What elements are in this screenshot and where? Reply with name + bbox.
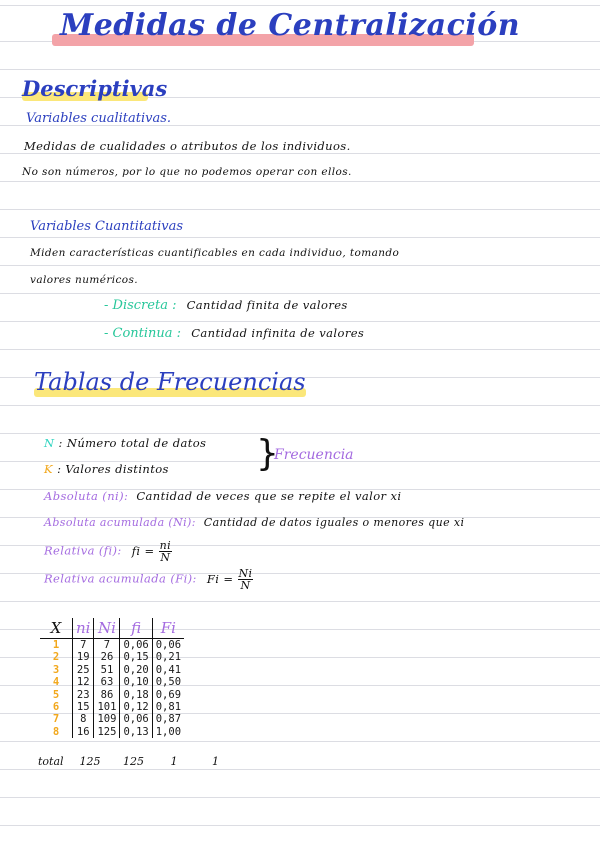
relativa-label: Relativa (fi): xyxy=(44,543,122,558)
relativa-acumulada-label: Relativa acumulada (Fi): xyxy=(44,571,197,586)
relativa-lhs: fi = xyxy=(131,543,155,558)
relativa-denominator: N xyxy=(160,551,171,564)
table-cell: 0,41 xyxy=(152,664,184,676)
table-cell: 109 xyxy=(94,713,120,725)
table-cell: 16 xyxy=(73,726,94,738)
table-cell: 0,81 xyxy=(152,701,184,713)
table-cell: 0,10 xyxy=(120,676,152,688)
total-ni: 125 xyxy=(79,755,101,768)
relativa-acumulada-fraction xyxy=(238,568,254,591)
n-text: : Número total de datos xyxy=(58,436,207,450)
table-cell: 26 xyxy=(94,651,120,663)
table-cell: 19 xyxy=(73,651,94,663)
relativa-acumulada-row xyxy=(44,568,253,591)
relativa-numerator: ni xyxy=(159,539,172,552)
table-cell: 7 xyxy=(52,713,60,726)
continua-text: Cantidad infinita de valores xyxy=(191,326,365,340)
table-row xyxy=(40,726,184,738)
table-header-row xyxy=(40,618,184,639)
header-x: X xyxy=(40,618,73,639)
table-cell: 51 xyxy=(94,664,120,676)
frequency-table xyxy=(40,618,184,738)
cualitativas-line-2: No son números, por lo que no podemos operar con ellos. xyxy=(22,166,352,178)
section-heading-tablas: Tablas de Frecuencias xyxy=(34,368,306,396)
absoluta-label: Absoluta (ni): xyxy=(44,489,129,503)
table-cell: 7 xyxy=(94,639,120,652)
relativa-row xyxy=(44,540,172,563)
discreta-label: - Discreta : xyxy=(104,298,177,313)
table-cell: 0,50 xyxy=(152,676,184,688)
header-ni: ni xyxy=(73,618,94,639)
relativa-acumulada-lhs: Fi = xyxy=(206,571,234,586)
table-cell: 0,15 xyxy=(120,651,152,663)
total-Fi: 1 xyxy=(212,755,219,768)
table-cell: 8 xyxy=(73,713,94,725)
table-row xyxy=(40,701,184,713)
absoluta-row xyxy=(44,489,401,503)
page-title: Medidas de Centralización xyxy=(60,8,521,43)
table-cell: 1,00 xyxy=(152,726,184,738)
table-cell: 25 xyxy=(73,664,94,676)
totals-row xyxy=(38,755,232,768)
table-cell: 0,18 xyxy=(120,689,152,701)
k-row xyxy=(44,462,169,476)
table-cell: 86 xyxy=(94,689,120,701)
relativa-acumulada-denominator: N xyxy=(240,579,251,592)
absoluta-text: Cantidad de veces que se repite el valor xi xyxy=(136,489,402,503)
section-heading-descriptivas: Descriptivas xyxy=(22,76,168,101)
table-cell: 0,21 xyxy=(152,651,184,663)
relativa-acumulada-numerator: Ni xyxy=(238,567,253,580)
discreta-text: Cantidad finita de valores xyxy=(186,298,348,312)
absoluta-acumulada-text: Cantidad de datos iguales o menores que xi xyxy=(203,516,465,529)
continua-label: - Continua : xyxy=(104,326,182,341)
table-cell: 63 xyxy=(94,676,120,688)
header-Fi: Fi xyxy=(152,618,184,639)
table-cell: 4 xyxy=(52,676,60,689)
table-row xyxy=(40,639,184,652)
cualitativas-label: Variables cualitativas. xyxy=(26,111,172,126)
table-cell: 0,69 xyxy=(152,689,184,701)
k-symbol: K xyxy=(44,462,53,476)
continua-row xyxy=(104,326,364,341)
table-cell: 0,20 xyxy=(120,664,152,676)
table-cell: 15 xyxy=(73,701,94,713)
table-row xyxy=(40,676,184,688)
table-cell: 0,06 xyxy=(120,639,152,652)
table-row xyxy=(40,664,184,676)
absoluta-acumulada-label: Absoluta acumulada (Ni): xyxy=(44,516,196,529)
table-cell: 0,06 xyxy=(120,713,152,725)
table-cell: 8 xyxy=(52,725,60,738)
table-cell: 0,13 xyxy=(120,726,152,738)
cualitativas-line-1: Medidas de cualidades o atributos de los individuos. xyxy=(24,139,351,153)
table-cell: 2 xyxy=(52,651,60,664)
table-cell: 0,87 xyxy=(152,713,184,725)
table-row xyxy=(40,689,184,701)
table-cell: 23 xyxy=(73,689,94,701)
absoluta-acumulada-row xyxy=(44,516,464,529)
total-fi: 1 xyxy=(170,755,178,768)
brace-glyph: } xyxy=(256,433,279,474)
header-Ni: Ni xyxy=(94,618,120,639)
table-cell: 0,06 xyxy=(152,639,184,652)
cuantitativas-label: Variables Cuantitativas xyxy=(30,219,183,234)
k-text: : Valores distintos xyxy=(57,462,169,476)
header-fi: fi xyxy=(120,618,152,639)
total-label: total xyxy=(38,755,64,768)
table-cell: 101 xyxy=(94,701,120,713)
table-cell: 7 xyxy=(73,639,94,652)
cuantitativas-line-2: valores numéricos. xyxy=(30,274,139,286)
table-cell: 5 xyxy=(52,688,60,701)
table-cell: 1 xyxy=(52,639,60,651)
n-symbol: N xyxy=(44,436,55,450)
table-cell: 3 xyxy=(52,663,60,676)
discreta-row xyxy=(104,298,348,313)
table-cell: 125 xyxy=(94,726,120,738)
table-cell: 12 xyxy=(73,676,94,688)
table-row xyxy=(40,651,184,663)
table-cell: 0,12 xyxy=(120,701,152,713)
total-Ni: 125 xyxy=(123,755,144,768)
cuantitativas-line-1: Miden características cuantificables en cada individuo, tomando xyxy=(30,247,400,259)
n-row xyxy=(44,436,206,450)
relativa-fraction xyxy=(159,540,172,563)
table-row xyxy=(40,713,184,725)
table-cell: 6 xyxy=(52,701,60,714)
frecuencia-label: Frecuencia xyxy=(274,447,354,463)
